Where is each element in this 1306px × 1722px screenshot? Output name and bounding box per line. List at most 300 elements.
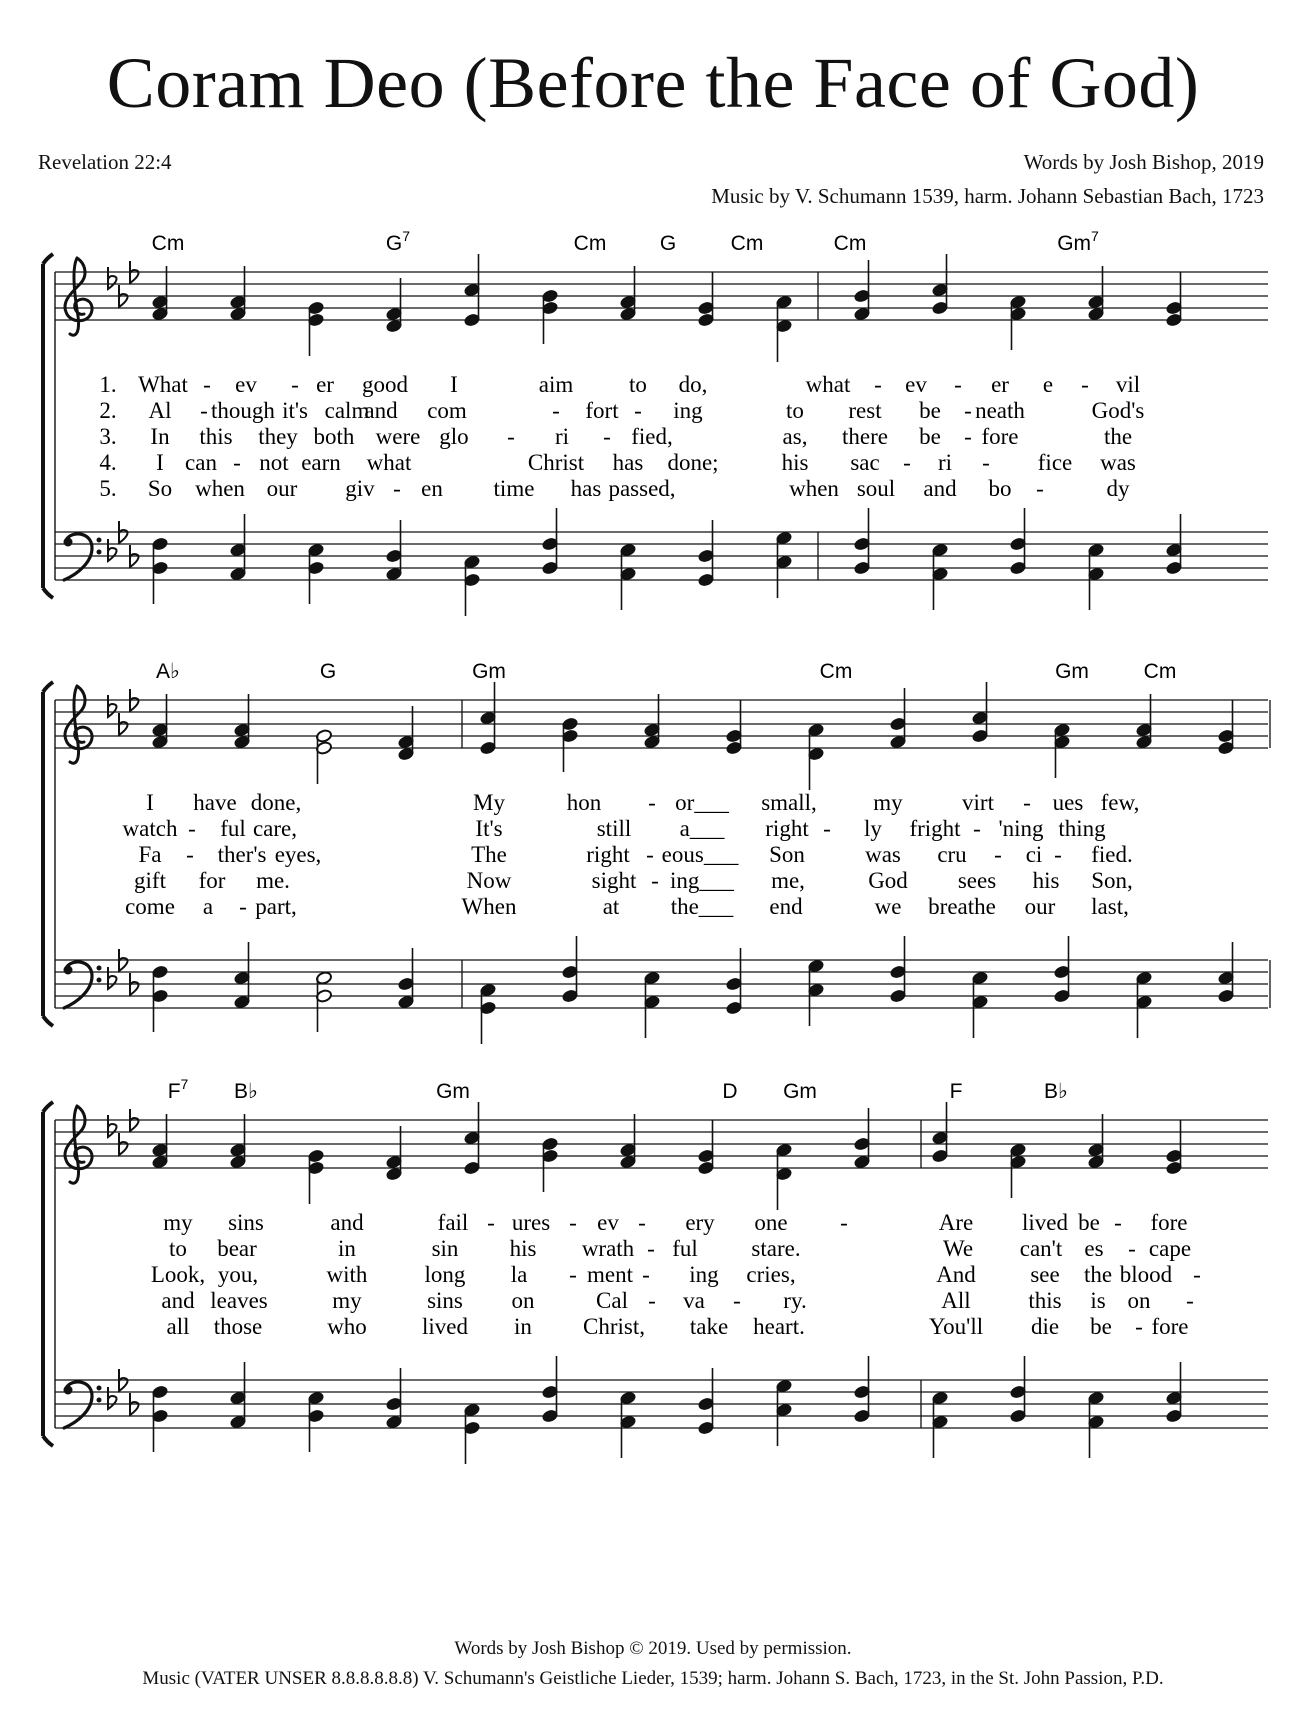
lyric-syllable: I	[450, 372, 458, 397]
chord-symbol	[574, 232, 607, 255]
lyric-syllable: soul	[856, 476, 896, 501]
lyric-syllable: me,	[771, 868, 805, 893]
key-flat-icon	[108, 967, 117, 989]
lyric-syllable: -	[964, 424, 972, 449]
lyric-syllable: -	[1135, 1314, 1143, 1339]
flat-path	[108, 539, 117, 561]
lyric-syllable: the	[1083, 1262, 1113, 1287]
lyric-syllable: eyes,	[274, 842, 322, 867]
chord-base: Gm	[783, 1080, 817, 1103]
lyric-syllable: When	[461, 894, 517, 919]
lyric-syllable: ing	[689, 1262, 719, 1287]
lyric-syllable: ues	[1052, 790, 1084, 815]
lyric-syllable: fied.	[1091, 842, 1133, 867]
lyric-syllable: as,	[782, 424, 808, 449]
lyric-syllable: leaves	[210, 1288, 268, 1313]
lyric-syllable: ci	[1025, 842, 1043, 867]
lyric-syllable: -	[994, 842, 1002, 867]
lyric-syllable: eous___	[661, 842, 739, 867]
lyric-syllable: Son	[769, 842, 805, 867]
lyric-syllable: -	[1054, 842, 1062, 867]
chord-base: Gm	[1055, 660, 1089, 683]
lyric-syllable: this	[1028, 1288, 1062, 1313]
lyric-syllable: God	[868, 868, 908, 893]
chord-superscript: 7	[1091, 228, 1099, 244]
bass-clef-dot	[97, 966, 102, 971]
lyric-syllable: 4.	[99, 450, 117, 475]
lyric-syllable: and	[161, 1288, 195, 1313]
lyric-syllable: -	[393, 476, 401, 501]
lyric-syllable: And	[936, 1262, 976, 1287]
chord-base: Gm	[436, 1080, 470, 1103]
lyric-syllable: glo	[439, 424, 469, 449]
lyric-syllable: The	[471, 842, 507, 867]
chord-symbol	[1057, 228, 1099, 255]
chord-symbol	[386, 228, 410, 255]
lyric-syllable: neath	[975, 398, 1025, 423]
bass-clef-dot	[97, 538, 102, 543]
key-flat-icon	[108, 1387, 117, 1409]
lyric-syllable: the	[1103, 424, 1133, 449]
lyric-syllable: to	[786, 398, 804, 423]
lyric-syllable: ery	[685, 1210, 715, 1235]
chord-base: Cm	[730, 232, 764, 255]
lyric-syllable: my	[163, 1210, 193, 1235]
lyric-syllable: wrath	[581, 1236, 635, 1261]
chord-symbol	[722, 1080, 737, 1103]
key-flat-icon	[108, 539, 117, 561]
chord-symbol	[234, 1080, 258, 1103]
lyric-syllable: can	[185, 450, 217, 475]
lyric-syllable: lived	[1022, 1210, 1068, 1235]
chord-symbol	[320, 660, 336, 683]
flat-path	[108, 267, 117, 289]
lyric-syllable: Are	[938, 1210, 974, 1235]
lyric-syllable: has	[612, 450, 644, 475]
chord-base: F	[167, 1080, 181, 1103]
lyric-syllable: So	[147, 476, 173, 501]
lyric-syllable: -	[552, 398, 560, 423]
lyric-syllable: me.	[256, 868, 290, 893]
lyric-syllable: long	[424, 1262, 466, 1287]
lyric-syllable: dy	[1106, 476, 1130, 501]
lyric-syllable: his	[509, 1236, 537, 1261]
lyric-syllable: er	[316, 372, 334, 397]
lyric-syllable: -	[651, 868, 659, 893]
lyric-syllable: can't	[1019, 1236, 1063, 1261]
lyric-syllable: ment	[587, 1262, 633, 1287]
key-flat-icon	[108, 695, 117, 717]
lyric-syllable: Al	[148, 398, 172, 423]
lyric-syllable: or___	[675, 790, 729, 815]
flat-path	[108, 695, 117, 717]
lyric-syllable: 3.	[99, 424, 117, 449]
lyric-syllable: -	[1193, 1262, 1201, 1287]
lyric-syllable: on	[511, 1288, 535, 1313]
lyric-syllable: bo	[988, 476, 1012, 501]
lyric-syllable: when	[195, 476, 245, 501]
scripture-reference: Revelation 22:4	[38, 150, 172, 174]
lyric-syllable: -	[1114, 1210, 1122, 1235]
lyric-syllable: -	[1023, 790, 1031, 815]
lyric-syllable: -	[638, 1210, 646, 1235]
lyric-syllable: My	[473, 790, 505, 815]
lyric-syllable: care,	[252, 816, 298, 841]
lyric-syllable: take	[689, 1314, 729, 1339]
lyric-syllable: Look,	[150, 1262, 206, 1287]
lyric-syllable: We	[942, 1236, 974, 1261]
lyric-syllable: has	[570, 476, 602, 501]
lyric-syllable: what	[366, 450, 412, 475]
lyric-syllable: to	[629, 372, 647, 397]
lyric-syllable: -	[1186, 1288, 1194, 1313]
lyric-syllable: though	[211, 398, 275, 423]
lyric-syllable: -	[603, 424, 611, 449]
lyric-syllable: sins	[228, 1210, 264, 1235]
lyric-syllable: the___	[670, 894, 734, 919]
chord-symbol	[731, 232, 764, 255]
lyric-syllable: Now	[466, 868, 512, 893]
chord-superscript: 7	[402, 228, 411, 244]
lyric-syllable: breathe	[928, 894, 996, 919]
lyric-syllable: -	[642, 1262, 650, 1287]
chord-base: Cm	[819, 660, 853, 683]
lyric-syllable: we	[874, 894, 902, 919]
lyric-syllable: What	[138, 372, 188, 397]
lyric-syllable: right	[586, 842, 630, 867]
lyric-syllable: hon	[566, 790, 602, 815]
lyric-syllable: Fa	[138, 842, 162, 867]
lyric-syllable: -	[239, 894, 247, 919]
lyric-syllable: be	[919, 424, 941, 449]
lyric-syllable: -	[1128, 1236, 1136, 1261]
lyric-syllable: his	[781, 450, 809, 475]
chord-symbol	[436, 1080, 470, 1103]
bass-clef-dot	[97, 978, 102, 983]
lyric-syllable: time	[493, 476, 535, 501]
system-bracket	[43, 682, 53, 1026]
bass-clef-dot	[97, 550, 102, 555]
lyric-syllable: both	[313, 424, 355, 449]
lyric-syllable: see	[1030, 1262, 1060, 1287]
lyric-syllable: cape	[1148, 1236, 1192, 1261]
chord-base: B♭	[1044, 1080, 1068, 1103]
lyric-syllable: his	[1032, 868, 1060, 893]
lyric-syllable: were	[375, 424, 421, 449]
lyric-syllable: with	[326, 1262, 368, 1287]
lyric-syllable: ful	[672, 1236, 698, 1261]
lyric-syllable: -	[903, 450, 911, 475]
lyric-syllable: 2.	[99, 398, 117, 423]
lyric-syllable: right	[765, 816, 809, 841]
system-bracket	[43, 254, 53, 598]
lyric-syllable: -	[648, 790, 656, 815]
lyric-syllable: it's	[282, 398, 308, 423]
lyric-syllable: Christ,	[583, 1314, 645, 1339]
lyric-syllable: bear	[217, 1236, 257, 1261]
chord-base: Cm	[573, 232, 607, 255]
lyric-syllable: -	[507, 424, 515, 449]
lyric-syllable: 'ning	[998, 816, 1044, 841]
lyric-syllable: sight	[591, 868, 637, 893]
lyric-syllable: was	[865, 842, 901, 867]
lyric-syllable: -	[823, 816, 831, 841]
lyric-syllable: -	[982, 450, 990, 475]
chord-symbol	[783, 1080, 817, 1103]
lyric-syllable: e	[1042, 372, 1054, 397]
lyric-syllable: -	[634, 398, 642, 423]
chord-base: B♭	[234, 1080, 258, 1103]
chord-symbol	[660, 232, 676, 255]
lyric-syllable: small,	[761, 790, 817, 815]
lyric-syllable: few,	[1100, 790, 1140, 815]
lyric-syllable: sin	[431, 1236, 459, 1261]
chord-symbol	[834, 232, 867, 255]
lyric-syllable: to	[169, 1236, 187, 1261]
lyric-syllable: you,	[217, 1262, 259, 1287]
lyric-syllable: ures	[511, 1210, 551, 1235]
lyric-syllable: for	[198, 868, 226, 893]
chord-base: D	[722, 1080, 738, 1103]
lyric-syllable: a___	[679, 816, 725, 841]
lyric-syllable: In	[150, 424, 170, 449]
bass-clef-dot	[64, 1386, 73, 1395]
lyric-syllable: ry.	[783, 1288, 807, 1313]
lyric-syllable: fright	[909, 816, 961, 841]
lyric-syllable: ev	[597, 1210, 619, 1235]
lyric-syllable: vil	[1115, 372, 1141, 397]
lyric-syllable: -	[954, 372, 962, 397]
lyric-syllable: -	[291, 372, 299, 397]
lyric-syllable: er	[991, 372, 1009, 397]
lyric-syllable: -	[233, 450, 241, 475]
chord-symbol	[472, 660, 506, 683]
chord-base: Gm	[472, 660, 506, 683]
lyric-syllable: fail	[437, 1210, 469, 1235]
chord-symbol	[156, 660, 180, 683]
lyric-syllable: on	[1127, 1288, 1151, 1313]
music-credit: Music by V. Schumann 1539, harm. Johann Sebastian Bach, 1723	[711, 184, 1264, 208]
lyric-syllable: giv	[345, 476, 375, 501]
lyric-syllable: is	[1090, 1288, 1106, 1313]
lyric-syllable: ly	[864, 816, 882, 841]
lyric-syllable: -	[1081, 372, 1089, 397]
lyric-syllable: there	[842, 424, 888, 449]
chord-symbol	[168, 1076, 189, 1103]
lyric-syllable: en	[421, 476, 443, 501]
lyric-syllable: one	[754, 1210, 788, 1235]
lyric-syllable: ful	[220, 816, 246, 841]
lyric-syllable: good	[362, 372, 408, 397]
chord-base: G	[659, 232, 677, 255]
lyric-syllable: my	[332, 1288, 362, 1313]
chord-base: A♭	[156, 660, 180, 683]
lyric-syllable: those	[213, 1314, 263, 1339]
lyric-syllable: va	[683, 1288, 705, 1313]
lyric-syllable: It's	[475, 816, 503, 841]
bass-clef-icon	[64, 534, 102, 580]
lyric-syllable: heart.	[753, 1314, 805, 1339]
lyric-syllable: -	[186, 842, 194, 867]
lyric-syllable: fore	[981, 424, 1019, 449]
lyric-syllable: -	[1036, 476, 1044, 501]
lyric-syllable: ther's	[217, 842, 267, 867]
lyric-syllable: do,	[678, 372, 708, 397]
lyric-syllable: All	[941, 1288, 971, 1313]
lyric-syllable: thing	[1058, 816, 1106, 841]
bass-clef-dot	[64, 966, 73, 975]
hymn-title: Coram Deo (Before the Face of God)	[106, 43, 1200, 123]
lyric-syllable: -	[964, 398, 972, 423]
lyric-syllable: my	[873, 790, 903, 815]
lyric-syllable: ing	[673, 398, 703, 423]
lyric-syllable: -	[487, 1210, 495, 1235]
chord-symbol	[950, 1080, 963, 1103]
flat-path	[108, 1115, 117, 1137]
lyric-syllable: in	[514, 1314, 532, 1339]
lyric-syllable: die	[1030, 1314, 1060, 1339]
chord-symbol	[820, 660, 853, 683]
lyric-syllable: passed,	[608, 476, 676, 501]
bass-clef-icon	[64, 1382, 102, 1428]
chord-symbol	[152, 232, 185, 255]
lyric-syllable: God's	[1091, 398, 1145, 423]
chord-base: G	[319, 660, 337, 683]
words-credit: Words by Josh Bishop, 2019	[1023, 150, 1264, 174]
lyric-syllable: ing___	[670, 868, 734, 893]
lyric-syllable: ev	[905, 372, 927, 397]
lyric-syllable: sins	[427, 1288, 463, 1313]
footer-music-credit: Music (VATER UNSER 8.8.8.8.8.8) V. Schumann's Geistliche Lieder, 1539; harm. Johann S. Bach, 1723, in the St. John Passion, P.D.	[142, 1668, 1164, 1689]
lyric-syllable: all	[166, 1314, 190, 1339]
lyric-syllable: at	[602, 894, 620, 919]
bass-clef-dot	[64, 538, 73, 547]
lyric-syllable: be	[1090, 1314, 1112, 1339]
lyric-syllable: in	[338, 1236, 356, 1261]
lyric-syllable: -	[874, 372, 882, 397]
lyric-syllable: -	[569, 1262, 577, 1287]
lyric-syllable: es	[1084, 1236, 1104, 1261]
lyric-syllable: a	[202, 894, 214, 919]
key-flat-icon	[108, 1115, 117, 1137]
lyric-syllable: who	[327, 1314, 367, 1339]
lyric-syllable: have	[193, 790, 237, 815]
bass-clef-dot	[97, 1386, 102, 1391]
lyric-syllable: be	[1078, 1210, 1100, 1235]
lyric-syllable: la	[510, 1262, 528, 1287]
lyric-syllable: I	[146, 790, 154, 815]
lyric-syllable: be	[919, 398, 941, 423]
lyric-syllable: lived	[422, 1314, 468, 1339]
lyric-syllable: not	[259, 450, 289, 475]
lyric-syllable: part,	[255, 894, 297, 919]
lyric-syllable: I	[156, 450, 164, 475]
lyric-syllable: -	[646, 842, 654, 867]
lyric-syllable: fort	[585, 398, 619, 423]
lyric-syllable: -	[188, 816, 196, 841]
chord-symbol	[1144, 660, 1177, 683]
lyric-syllable: earn	[301, 450, 341, 475]
lyric-syllable: was	[1100, 450, 1136, 475]
chord-base: G	[385, 232, 403, 255]
flat-path	[108, 1387, 117, 1409]
lyric-syllable: last,	[1091, 894, 1129, 919]
lyric-syllable: come	[125, 894, 175, 919]
lyric-syllable: sees	[957, 868, 997, 893]
lyric-syllable: watch	[122, 816, 178, 841]
bass-clef-dot	[97, 1398, 102, 1403]
lyric-syllable: and	[364, 398, 398, 423]
lyric-syllable: our	[1024, 894, 1056, 919]
lyric-syllable: fore	[1150, 1210, 1188, 1235]
lyric-syllable: gift	[134, 868, 166, 893]
lyric-syllable: virt	[962, 790, 994, 815]
lyric-syllable: stare.	[751, 1236, 801, 1261]
chord-symbol	[1044, 1080, 1068, 1103]
lyric-syllable: You'll	[928, 1314, 984, 1339]
lyric-syllable: com	[427, 398, 467, 423]
flat-path	[108, 967, 117, 989]
lyric-syllable: fore	[1151, 1314, 1189, 1339]
lyric-syllable: blood	[1119, 1262, 1173, 1287]
lyric-syllable: and	[330, 1210, 364, 1235]
lyric-syllable: when	[789, 476, 839, 501]
chord-base: Cm	[151, 232, 185, 255]
lyric-syllable: and	[923, 476, 957, 501]
chord-symbol	[1055, 660, 1089, 683]
lyric-syllable: -	[840, 1210, 848, 1235]
lyric-syllable: they	[258, 424, 298, 449]
lyric-syllable: our	[266, 476, 298, 501]
lyric-syllable: cries,	[746, 1262, 796, 1287]
lyric-syllable: end	[769, 894, 803, 919]
lyric-syllable: this	[199, 424, 233, 449]
lyric-syllable: sac	[850, 450, 880, 475]
chord-superscript: 7	[180, 1076, 189, 1092]
chord-base: Cm	[833, 232, 867, 255]
lyric-syllable: Cal	[596, 1288, 628, 1313]
lyric-syllable: -	[647, 1236, 655, 1261]
lyric-syllable: 1.	[99, 372, 117, 397]
chord-base: F	[949, 1080, 963, 1103]
lyric-syllable: done;	[667, 450, 719, 475]
lyric-syllable: -	[569, 1210, 577, 1235]
system-bracket	[43, 1102, 53, 1446]
lyric-syllable: done,	[250, 790, 302, 815]
lyric-syllable: aim	[538, 372, 574, 397]
lyric-syllable: 5.	[99, 476, 117, 501]
lyric-syllable: fied,	[631, 424, 673, 449]
lyric-syllable: -	[200, 398, 208, 423]
lyric-syllable: still	[596, 816, 632, 841]
lyric-syllable: calm	[324, 398, 370, 423]
chord-base: Cm	[1143, 660, 1177, 683]
lyric-syllable: what	[805, 372, 851, 397]
lyric-syllable: fice	[1037, 450, 1073, 475]
chord-base: Gm	[1057, 232, 1092, 255]
lyric-syllable: rest	[848, 398, 882, 423]
key-flat-icon	[108, 267, 117, 289]
footer-words-credit: Words by Josh Bishop © 2019. Used by permission.	[454, 1638, 852, 1659]
lyric-syllable: cru	[937, 842, 967, 867]
lyric-syllable: ri	[937, 450, 953, 475]
lyric-syllable: -	[733, 1288, 741, 1313]
lyric-syllable: -	[648, 1288, 656, 1313]
lyric-syllable: ri	[554, 424, 570, 449]
lyric-syllable: -	[973, 816, 981, 841]
lyric-syllable: Christ	[527, 450, 585, 475]
lyric-syllable: ev	[235, 372, 257, 397]
